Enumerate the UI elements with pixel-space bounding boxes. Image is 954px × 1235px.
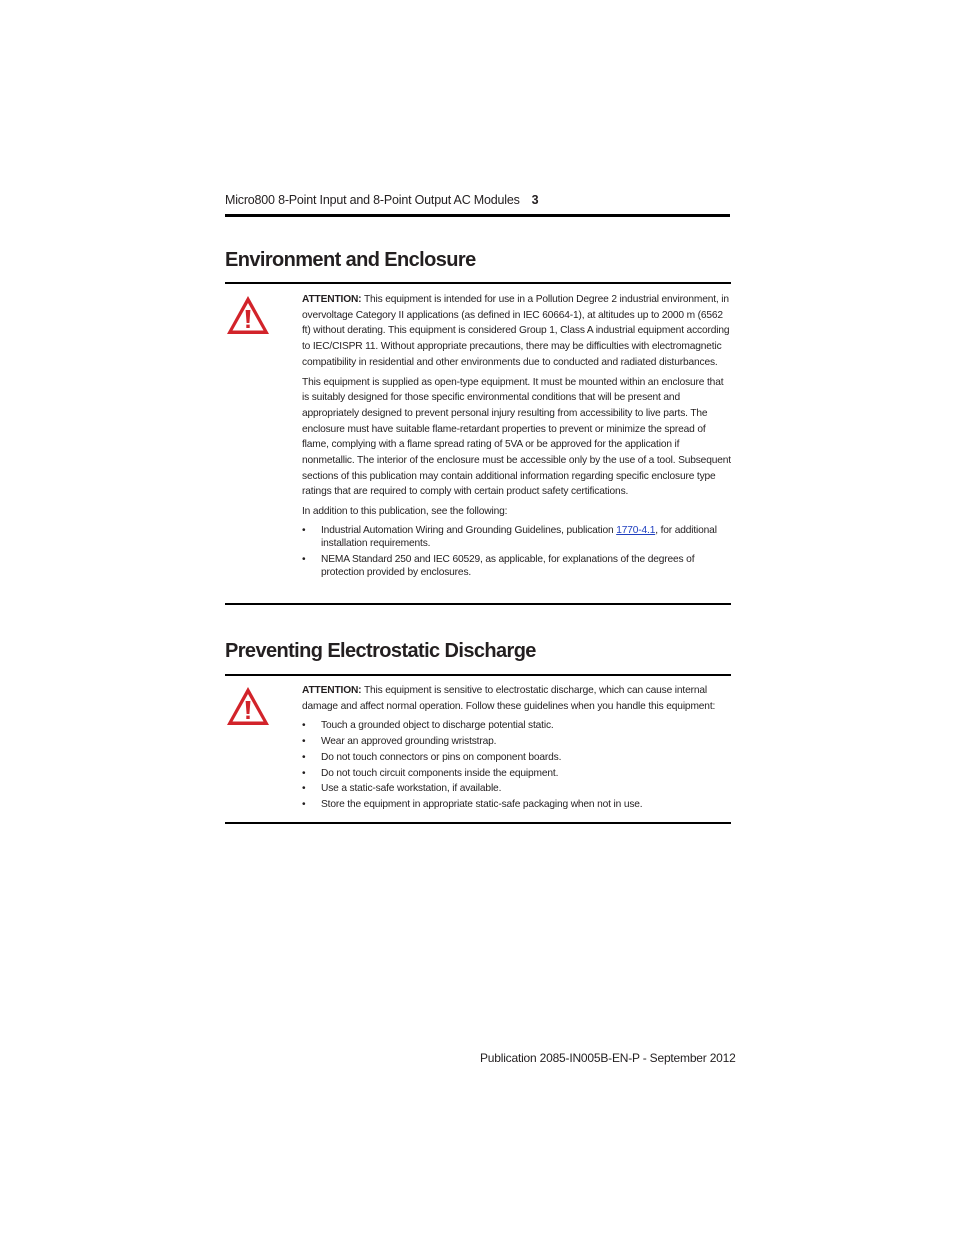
list-item: • NEMA Standard 250 and IEC 60529, as applicable, for explanations of the degrees of protection provided by enclosures. (302, 553, 695, 578)
attention-label: ATTENTION: (302, 685, 362, 696)
list-item: • Industrial Automation Wiring and Grounding Guidelines, publication 1770-4.1, for additional installation requirements. (302, 524, 717, 549)
section-title-esd: Preventing Electrostatic Discharge (225, 640, 536, 662)
bullet-glyph: • (302, 720, 306, 732)
bullet-glyph: • (302, 736, 306, 748)
bullet-glyph: • (302, 553, 306, 565)
bullet-glyph: • (302, 524, 306, 536)
attention-paragraph: ATTENTION: This equipment is sensitive to electrostatic discharge, which can cause internal damage and affect normal operation. Follow these guidelines when you handle this equipment: (302, 685, 716, 712)
see-also-list (302, 524, 732, 579)
section-rule-top (225, 282, 731, 284)
section-rule-top (225, 674, 731, 676)
list-item: • Do not touch circuit components inside the equipment. (302, 766, 732, 782)
section-rule-bottom (225, 822, 731, 824)
bullet-glyph: • (302, 767, 306, 779)
list-item: • Store the equipment in appropriate static-safe packaging when not in use. (302, 797, 732, 813)
publication-footer: Publication 2085-IN005B-EN-P - September 2012 (480, 1051, 736, 1065)
running-header (225, 192, 730, 208)
see-also-paragraph: In addition to this publication, see the following: (302, 506, 508, 518)
list-item: • Do not touch connectors or pins on component boards. (302, 750, 732, 766)
warning-triangle-icon (225, 685, 271, 727)
bullet-glyph: • (302, 751, 306, 763)
publication-link[interactable]: 1770-4.1 (616, 524, 656, 536)
attention-paragraph: ATTENTION: This equipment is intended for use in a Pollution Degree 2 industrial environment, in overvoltage Category II applications (as defined in IEC 60664-1), at altitudes up to 2000 m (6562 ft) without derating. This equipment is considered Group 1, Class A industrial equipment according to IEC/CISPR 11. Without appropriate precautions, there may be difficulties with electromagnetic compatibility in residential and other environments due to conducted and radiated disturbances. (302, 294, 730, 368)
esd-guidelines-list (302, 718, 732, 812)
warning-triangle-icon (225, 294, 271, 336)
attention-notice-esd (302, 683, 732, 813)
attention-notice-environment (302, 292, 732, 582)
page-number: 3 (531, 193, 539, 207)
list-item: • Wear an approved grounding wriststrap. (302, 734, 732, 750)
enclosure-paragraph: This equipment is supplied as open-type equipment. It must be mounted within an enclosure that is suitably designed for those specific environmental conditions that will be present and appropriately designed to prevent personal injury resulting from accessibility to live parts. The enclosure must have suitable flame-retardant properties to prevent or minimize the spread of flame, complying with a flame spread rating of 5VA or be approved for the application if nonmetallic. The interior of the enclosure must be accessible only by the use of a tool. Subsequent sections of this publication may contain additional information regarding specific enclosure type ratings that are required to comply with certain product safety certifications. (302, 376, 731, 498)
list-item: • Use a static-safe workstation, if available. (302, 781, 732, 797)
section-title-environment: Environment and Enclosure (225, 249, 476, 271)
header-rule (225, 214, 730, 217)
list-item: • Touch a grounded object to discharge potential static. (302, 718, 732, 734)
bullet-glyph: • (302, 798, 306, 810)
attention-label: ATTENTION: (302, 294, 362, 305)
section-rule-bottom (225, 603, 731, 605)
bullet-glyph: • (302, 783, 306, 795)
running-title: Micro800 8-Point Input and 8-Point Output AC Modules (225, 193, 520, 207)
